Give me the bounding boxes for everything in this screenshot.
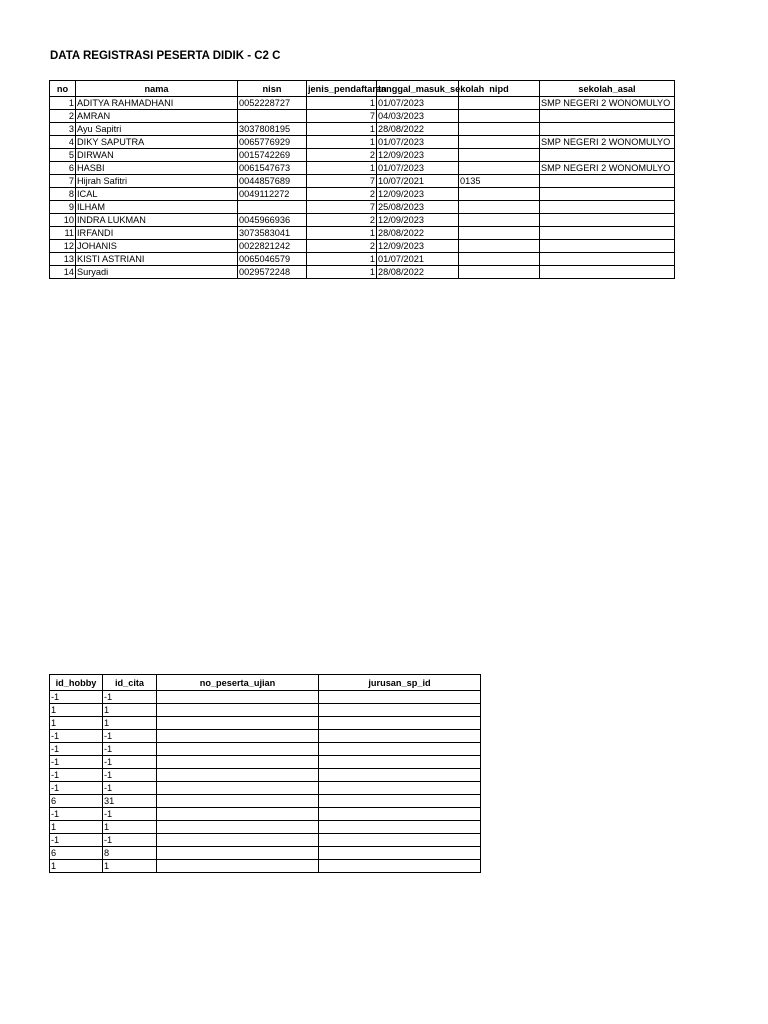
table-header-row bbox=[50, 81, 675, 97]
table-cell: 2 bbox=[307, 188, 377, 201]
table-cell: 0135 bbox=[459, 175, 540, 188]
table-cell bbox=[319, 691, 481, 704]
table-cell: 1 bbox=[307, 136, 377, 149]
extra-data-table bbox=[49, 674, 481, 873]
table-row bbox=[50, 860, 481, 873]
table-cell: 28/08/2022 bbox=[377, 227, 459, 240]
table-cell: 0065776929 bbox=[238, 136, 307, 149]
table-cell bbox=[157, 847, 319, 860]
table-cell: 25/08/2023 bbox=[377, 201, 459, 214]
table-cell bbox=[319, 860, 481, 873]
table-cell: INDRA LUKMAN bbox=[76, 214, 238, 227]
table-cell: 7 bbox=[50, 175, 76, 188]
table-cell: 10/07/2021 bbox=[377, 175, 459, 188]
table-cell: 5 bbox=[50, 149, 76, 162]
table-cell bbox=[157, 717, 319, 730]
column-header: nama bbox=[76, 81, 238, 97]
table-row bbox=[50, 175, 675, 188]
table-cell: 1 bbox=[307, 162, 377, 175]
table-cell: Hijrah Safitri bbox=[76, 175, 238, 188]
table-cell: 12/09/2023 bbox=[377, 188, 459, 201]
table-row bbox=[50, 704, 481, 717]
table-cell: 2 bbox=[307, 240, 377, 253]
table-row bbox=[50, 240, 675, 253]
column-header: no_peserta_ujian bbox=[157, 675, 319, 691]
table-cell: 1 bbox=[50, 717, 103, 730]
table-cell bbox=[157, 821, 319, 834]
table-cell bbox=[157, 704, 319, 717]
table-cell: 1 bbox=[103, 821, 157, 834]
table-cell: 0015742269 bbox=[238, 149, 307, 162]
table-cell: 0065046579 bbox=[238, 253, 307, 266]
table-cell: 2 bbox=[50, 110, 76, 123]
table-cell: IRFANDI bbox=[76, 227, 238, 240]
page-title: DATA REGISTRASI PESERTA DIDIK - C2 C bbox=[50, 50, 281, 62]
table-cell bbox=[319, 743, 481, 756]
table-cell: 28/08/2022 bbox=[377, 123, 459, 136]
table-cell: ILHAM bbox=[76, 201, 238, 214]
table-cell: 7 bbox=[307, 201, 377, 214]
table-cell: 1 bbox=[103, 860, 157, 873]
table-cell: KISTI ASTRIANI bbox=[76, 253, 238, 266]
table-cell bbox=[459, 136, 540, 149]
table-cell: ICAL bbox=[76, 188, 238, 201]
table-cell: 0052228727 bbox=[238, 97, 307, 110]
table-cell: 1 bbox=[50, 704, 103, 717]
table-cell: -1 bbox=[103, 756, 157, 769]
table-cell: -1 bbox=[50, 834, 103, 847]
table-cell: 01/07/2023 bbox=[377, 162, 459, 175]
table-cell: 13 bbox=[50, 253, 76, 266]
table-row bbox=[50, 188, 675, 201]
table-cell: 01/07/2021 bbox=[377, 253, 459, 266]
column-header: sekolah_asal bbox=[540, 81, 675, 97]
table-cell bbox=[319, 769, 481, 782]
table-cell bbox=[459, 97, 540, 110]
table-row bbox=[50, 136, 675, 149]
table-cell bbox=[540, 240, 675, 253]
table-cell: 3073583041 bbox=[238, 227, 307, 240]
table-row bbox=[50, 769, 481, 782]
table-row bbox=[50, 110, 675, 123]
table-cell: DIRWAN bbox=[76, 149, 238, 162]
table-cell bbox=[319, 847, 481, 860]
table-cell bbox=[459, 149, 540, 162]
table-cell bbox=[319, 717, 481, 730]
table-cell: 1 bbox=[103, 717, 157, 730]
table-row bbox=[50, 227, 675, 240]
table-row bbox=[50, 162, 675, 175]
table-cell: 1 bbox=[103, 704, 157, 717]
table-cell: 01/07/2023 bbox=[377, 136, 459, 149]
table-header-row bbox=[50, 675, 481, 691]
table-cell bbox=[319, 821, 481, 834]
table-row bbox=[50, 214, 675, 227]
table-cell: 12/09/2023 bbox=[377, 214, 459, 227]
table-cell: 0044857689 bbox=[238, 175, 307, 188]
table-cell bbox=[157, 860, 319, 873]
table-cell bbox=[459, 266, 540, 279]
column-header: nipd bbox=[459, 81, 540, 97]
table-cell bbox=[319, 834, 481, 847]
table-cell: SMP NEGERI 2 WONOMULYO bbox=[540, 97, 675, 110]
table-cell: -1 bbox=[103, 782, 157, 795]
table-cell bbox=[238, 201, 307, 214]
table-cell bbox=[157, 834, 319, 847]
table-cell: 31 bbox=[103, 795, 157, 808]
table-cell: 7 bbox=[307, 110, 377, 123]
table-cell: ADITYA RAHMADHANI bbox=[76, 97, 238, 110]
table-cell bbox=[157, 730, 319, 743]
table-cell: 1 bbox=[307, 97, 377, 110]
column-header: no bbox=[50, 81, 76, 97]
table-cell: -1 bbox=[103, 769, 157, 782]
table-cell bbox=[459, 188, 540, 201]
table-cell: 0061547673 bbox=[238, 162, 307, 175]
table-cell: -1 bbox=[50, 730, 103, 743]
table-cell bbox=[319, 730, 481, 743]
table-cell: -1 bbox=[103, 730, 157, 743]
table-cell: 12/09/2023 bbox=[377, 240, 459, 253]
table-row bbox=[50, 808, 481, 821]
table-cell bbox=[540, 188, 675, 201]
table-row bbox=[50, 743, 481, 756]
table-cell: -1 bbox=[50, 808, 103, 821]
table-cell: 1 bbox=[307, 227, 377, 240]
table-cell: 3037808195 bbox=[238, 123, 307, 136]
table-row bbox=[50, 756, 481, 769]
table-cell bbox=[540, 253, 675, 266]
table-cell bbox=[459, 162, 540, 175]
table-cell bbox=[319, 704, 481, 717]
column-header: nisn bbox=[238, 81, 307, 97]
table-cell bbox=[540, 266, 675, 279]
table-row bbox=[50, 730, 481, 743]
table-row bbox=[50, 123, 675, 136]
table-cell: HASBI bbox=[76, 162, 238, 175]
table-cell bbox=[319, 808, 481, 821]
table-cell: -1 bbox=[103, 808, 157, 821]
table-row bbox=[50, 782, 481, 795]
table-cell bbox=[540, 123, 675, 136]
table-cell: 0045966936 bbox=[238, 214, 307, 227]
table-cell: 4 bbox=[50, 136, 76, 149]
table-cell: 1 bbox=[50, 97, 76, 110]
table-cell: 28/08/2022 bbox=[377, 266, 459, 279]
table-row bbox=[50, 795, 481, 808]
table-cell: 8 bbox=[103, 847, 157, 860]
table-cell: -1 bbox=[103, 691, 157, 704]
table-cell: -1 bbox=[103, 834, 157, 847]
table-row bbox=[50, 691, 481, 704]
table-cell bbox=[157, 808, 319, 821]
table-cell bbox=[459, 214, 540, 227]
table-cell bbox=[157, 691, 319, 704]
table-row bbox=[50, 97, 675, 110]
table-cell bbox=[157, 756, 319, 769]
table-cell: Suryadi bbox=[76, 266, 238, 279]
table-cell: 14 bbox=[50, 266, 76, 279]
table-row bbox=[50, 253, 675, 266]
table-cell: 12 bbox=[50, 240, 76, 253]
column-header: jurusan_sp_id bbox=[319, 675, 481, 691]
table-cell bbox=[319, 782, 481, 795]
table-cell bbox=[157, 782, 319, 795]
table-row bbox=[50, 266, 675, 279]
table-cell: 0029572248 bbox=[238, 266, 307, 279]
table-cell: 0049112272 bbox=[238, 188, 307, 201]
registration-table bbox=[49, 80, 675, 279]
table-cell: 6 bbox=[50, 795, 103, 808]
table-row bbox=[50, 149, 675, 162]
table-cell: JOHANIS bbox=[76, 240, 238, 253]
table-cell: 04/03/2023 bbox=[377, 110, 459, 123]
table-cell: 1 bbox=[307, 253, 377, 266]
table-cell: 1 bbox=[50, 821, 103, 834]
table-cell bbox=[540, 227, 675, 240]
table-cell: 0022821242 bbox=[238, 240, 307, 253]
table-cell: 1 bbox=[307, 123, 377, 136]
table-row bbox=[50, 717, 481, 730]
table-cell: 6 bbox=[50, 847, 103, 860]
table-cell bbox=[157, 769, 319, 782]
table-cell: 9 bbox=[50, 201, 76, 214]
table-cell: -1 bbox=[50, 756, 103, 769]
table-cell bbox=[459, 201, 540, 214]
table-cell: 7 bbox=[307, 175, 377, 188]
table-cell: DIKY SAPUTRA bbox=[76, 136, 238, 149]
table-cell bbox=[540, 175, 675, 188]
table-cell: 01/07/2023 bbox=[377, 97, 459, 110]
table-cell: -1 bbox=[50, 769, 103, 782]
column-header: tanggal_masuk_sekolah bbox=[377, 81, 459, 97]
table-cell: 8 bbox=[50, 188, 76, 201]
table-cell bbox=[540, 149, 675, 162]
table-cell: 12/09/2023 bbox=[377, 149, 459, 162]
table-cell: 1 bbox=[307, 266, 377, 279]
table-cell: SMP NEGERI 2 WONOMULYO bbox=[540, 162, 675, 175]
table-cell bbox=[157, 743, 319, 756]
table-row bbox=[50, 201, 675, 214]
table-cell: -1 bbox=[103, 743, 157, 756]
column-header: id_cita bbox=[103, 675, 157, 691]
table-cell bbox=[459, 240, 540, 253]
table-cell: 3 bbox=[50, 123, 76, 136]
table-cell: 1 bbox=[50, 860, 103, 873]
table-cell bbox=[459, 123, 540, 136]
table-cell: SMP NEGERI 2 WONOMULYO bbox=[540, 136, 675, 149]
table-cell bbox=[540, 214, 675, 227]
column-header: jenis_pendaftaran bbox=[307, 81, 377, 97]
table-cell: Ayu Sapitri bbox=[76, 123, 238, 136]
table-cell: -1 bbox=[50, 782, 103, 795]
table-cell: 10 bbox=[50, 214, 76, 227]
table-cell: 11 bbox=[50, 227, 76, 240]
table-cell bbox=[238, 110, 307, 123]
table-cell bbox=[319, 756, 481, 769]
table-cell bbox=[540, 201, 675, 214]
table-cell: 2 bbox=[307, 149, 377, 162]
table-row bbox=[50, 821, 481, 834]
column-header: id_hobby bbox=[50, 675, 103, 691]
table-cell: -1 bbox=[50, 691, 103, 704]
table-cell bbox=[319, 795, 481, 808]
table-row bbox=[50, 834, 481, 847]
table-cell bbox=[459, 253, 540, 266]
table-cell bbox=[459, 110, 540, 123]
table-cell: 6 bbox=[50, 162, 76, 175]
table-cell bbox=[157, 795, 319, 808]
table-cell: AMRAN bbox=[76, 110, 238, 123]
table-cell: 2 bbox=[307, 214, 377, 227]
table-cell: -1 bbox=[50, 743, 103, 756]
table-cell bbox=[459, 227, 540, 240]
table-cell bbox=[540, 110, 675, 123]
table-row bbox=[50, 847, 481, 860]
